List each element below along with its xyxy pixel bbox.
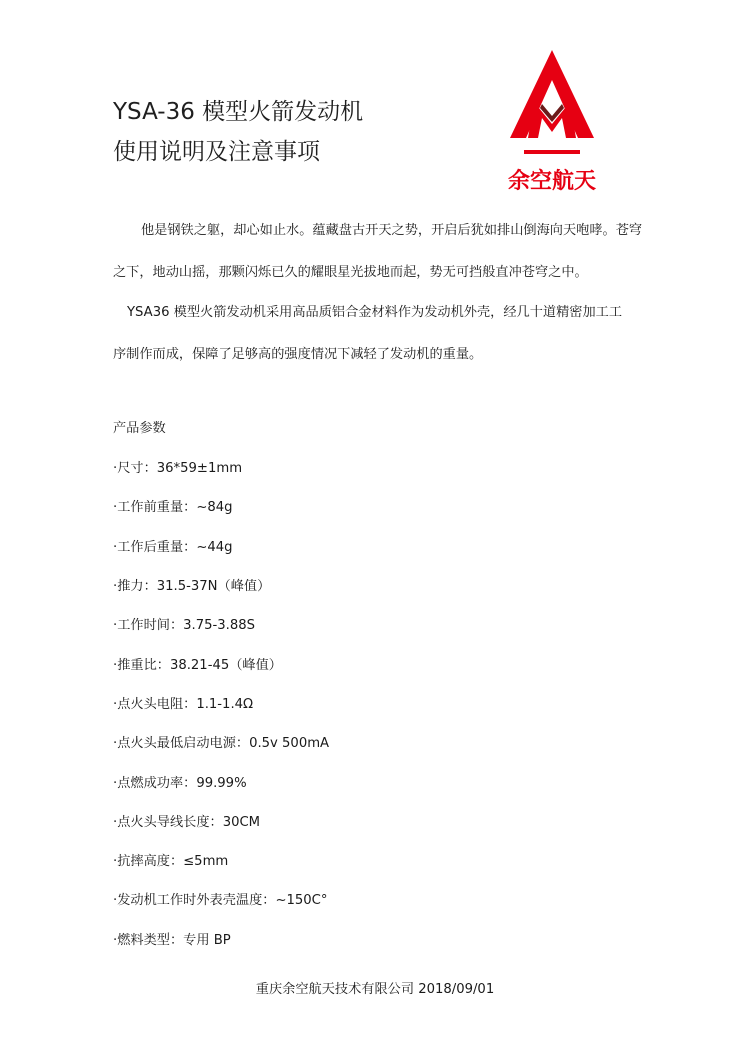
spec-item: ·点火头导线长度：30CM xyxy=(113,815,261,830)
spec-item: ·抗摔高度：≤5mm xyxy=(113,854,229,869)
intro-p2-line-2: 序制作而成，保障了足够高的强度情况下减轻了发动机的重量。 xyxy=(113,347,483,362)
document-title-line-1: YSA-36 模型火箭发动机 xyxy=(113,99,364,125)
specs-heading: 产品参数 xyxy=(113,421,166,436)
spec-item: ·推重比：38.21-45（峰值） xyxy=(113,658,282,673)
spec-item: ·工作时间：3.75-3.88S xyxy=(113,618,255,633)
spec-item: ·点燃成功率：99.99% xyxy=(113,776,247,791)
spec-item: ·工作前重量：~84g xyxy=(113,500,233,515)
spec-item: ·点火头最低启动电源：0.5v 500mA xyxy=(113,736,330,751)
logo-wordmark: 余空航天 xyxy=(507,169,596,194)
intro-paragraph-2 xyxy=(113,301,643,361)
spec-item: ·发动机工作时外表壳温度：~150C° xyxy=(113,893,328,908)
intro-p2-line-1: YSA36 模型火箭发动机采用高品质铝合金材料作为发动机外壳，经几十道精密加工工 xyxy=(127,305,623,320)
spec-item: ·工作后重量：~44g xyxy=(113,540,233,555)
intro-p1-line-2: 之下，地动山摇，那颗闪烁已久的耀眼星光拔地而起，势无可挡般直冲苍穹之中。 xyxy=(113,265,588,280)
company-logo xyxy=(494,46,610,196)
intro-paragraph-1 xyxy=(113,219,643,279)
spec-item: ·尺寸：36*59±1mm xyxy=(113,461,243,476)
spec-item: ·燃料类型：专用 BP xyxy=(113,933,231,948)
spec-item: ·推力：31.5-37N（峰值） xyxy=(113,579,271,594)
footer-company-date: 重庆余空航天技术有限公司 2018/09/01 xyxy=(255,982,495,997)
intro-p1-line-1: 他是钢铁之躯，却心如止水。蕴藏盘古开天之势，开启后犹如排山倒海向天咆哮。苍穹 xyxy=(141,223,643,238)
rocket-emblem-icon xyxy=(494,46,610,164)
spec-item: ·点火头电阻：1.1-1.4Ω xyxy=(113,697,254,712)
document-title-line-2: 使用说明及注意事项 xyxy=(113,139,320,165)
